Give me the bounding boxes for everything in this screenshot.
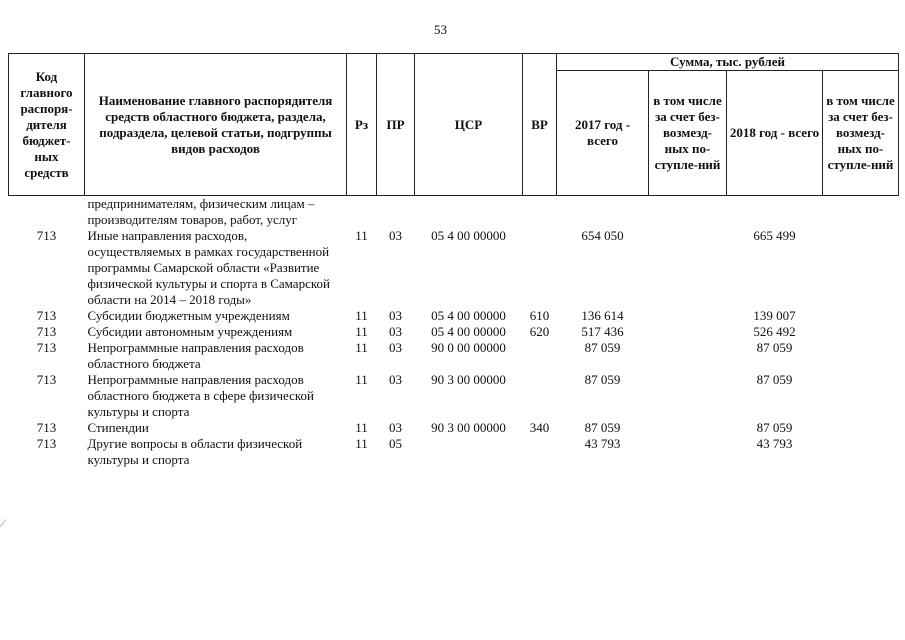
header-sum-group: Сумма, тыс. рублей (557, 54, 899, 71)
cell-pr: 05 (389, 436, 402, 451)
cell-2017-free (649, 340, 727, 372)
scan-artifact-mark: ⁄ (2, 516, 5, 530)
table-row (9, 436, 899, 468)
table-row (9, 340, 899, 372)
cell-name: Непрограммные направления расходов областного бюджета (87, 340, 304, 371)
cell-vr: 620 (529, 324, 550, 339)
cell-rz: 11 (355, 372, 368, 387)
cell-2017-free (649, 436, 727, 468)
cell-rz (347, 196, 377, 229)
cell-2017-total: 136 614 (581, 308, 624, 323)
cell-vr (523, 436, 557, 468)
cell-csr (415, 196, 523, 229)
table-row (9, 308, 899, 324)
cell-2018-free (823, 308, 899, 324)
cell-pr (377, 196, 415, 229)
cell-2017-free (649, 196, 727, 229)
cell-2018-free (823, 420, 899, 436)
table-body (9, 196, 899, 469)
cell-name: Другие вопросы в области физической культуры и спорта (87, 436, 303, 467)
cell-vr (523, 196, 557, 229)
cell-code: 713 (36, 436, 57, 451)
cell-rz: 11 (355, 436, 368, 451)
cell-2017-free (649, 372, 727, 420)
cell-code (9, 196, 85, 229)
cell-code: 713 (36, 324, 57, 339)
cell-2018-total: 43 793 (756, 436, 793, 451)
cell-pr: 03 (389, 324, 402, 339)
cell-code: 713 (36, 372, 57, 387)
cell-2018-free (823, 372, 899, 420)
cell-csr (415, 436, 523, 468)
cell-2018-total: 87 059 (756, 420, 793, 435)
cell-csr: 90 0 00 00000 (431, 340, 506, 355)
cell-pr: 03 (389, 340, 402, 355)
budget-table (8, 53, 899, 468)
header-pr: ПР (377, 54, 415, 196)
header-2018-free: в том числе за счет без-возмезд-ных по-ступле-ний (823, 71, 899, 196)
cell-2017-total: 517 436 (581, 324, 624, 339)
cell-2018-free (823, 436, 899, 468)
cell-2017-total: 654 050 (581, 228, 624, 243)
cell-2017-free (649, 308, 727, 324)
table-row (9, 420, 899, 436)
cell-2017-total: 43 793 (584, 436, 621, 451)
cell-rz: 11 (355, 308, 368, 323)
cell-2018-free (823, 340, 899, 372)
header-2017-total: 2017 год - всего (557, 71, 649, 196)
cell-2018-total: 526 492 (753, 324, 796, 339)
cell-csr: 90 3 00 00000 (431, 372, 506, 387)
cell-code: 713 (36, 340, 57, 355)
cell-pr: 03 (389, 372, 402, 387)
cell-vr: 610 (529, 308, 550, 323)
cell-pr: 03 (389, 308, 402, 323)
table-header (9, 54, 899, 196)
cell-rz: 11 (355, 228, 368, 243)
cell-rz: 11 (355, 420, 368, 435)
cell-name: Субсидии бюджетным учреждениям (87, 308, 290, 323)
cell-2018-total: 87 059 (756, 372, 793, 387)
cell-vr (523, 372, 557, 420)
cell-csr: 05 4 00 00000 (431, 308, 506, 323)
header-rz: Рз (347, 54, 377, 196)
cell-2017-total (557, 196, 649, 229)
cell-code: 713 (36, 420, 57, 435)
cell-2017-total: 87 059 (584, 420, 621, 435)
table-row (9, 196, 899, 229)
cell-name: Стипендии (87, 420, 149, 435)
table-row (9, 228, 899, 308)
header-code: Код главного распоря-дителя бюджет-ных средств (9, 54, 85, 196)
cell-2017-total: 87 059 (584, 372, 621, 387)
cell-2018-free (823, 196, 899, 229)
cell-2018-free (823, 228, 899, 308)
cell-2017-free (649, 420, 727, 436)
cell-2018-total: 87 059 (756, 340, 793, 355)
header-csr: ЦСР (415, 54, 523, 196)
header-2018-total: 2018 год - всего (727, 71, 823, 196)
cell-pr: 03 (389, 420, 402, 435)
cell-2018-free (823, 324, 899, 340)
cell-name: Иные направления расходов, осуществляемых в рамках государственной программы Самарской области «Развитие физической культуры и спорта в Самарской области на 2014 – 2018 годы» (87, 228, 330, 307)
cell-2017-free (649, 228, 727, 308)
cell-2018-total: 665 499 (753, 228, 796, 243)
cell-vr: 340 (529, 420, 550, 435)
cell-rz: 11 (355, 340, 368, 355)
cell-csr: 05 4 00 00000 (431, 228, 506, 243)
cell-code: 713 (36, 308, 57, 323)
cell-2018-total: 139 007 (753, 308, 796, 323)
cell-csr: 05 4 00 00000 (431, 324, 506, 339)
cell-name: Непрограммные направления расходов областного бюджета в сфере физической культуры и спорта (87, 372, 314, 419)
cell-csr: 90 3 00 00000 (431, 420, 506, 435)
cell-name: Субсидии автономным учреждениям (87, 324, 293, 339)
page-number: 53 (434, 22, 447, 37)
header-name: Наименование главного распорядителя средств областного бюджета, раздела, подраздела, целевой статьи, подгруппы видов расходов (85, 54, 347, 196)
table-row (9, 372, 899, 420)
header-2017-free: в том числе за счет без-возмезд-ных по-ступле-ний (649, 71, 727, 196)
cell-2018-total (727, 196, 823, 229)
table-row (9, 324, 899, 340)
header-vr: ВР (523, 54, 557, 196)
cell-2017-free (649, 324, 727, 340)
cell-name: предпринимателям, физическим лицам – производителям товаров, работ, услуг (87, 196, 315, 227)
cell-vr (523, 228, 557, 308)
cell-code: 713 (36, 228, 57, 243)
cell-rz: 11 (355, 324, 368, 339)
cell-2017-total: 87 059 (584, 340, 621, 355)
cell-pr: 03 (389, 228, 402, 243)
cell-vr (523, 340, 557, 372)
